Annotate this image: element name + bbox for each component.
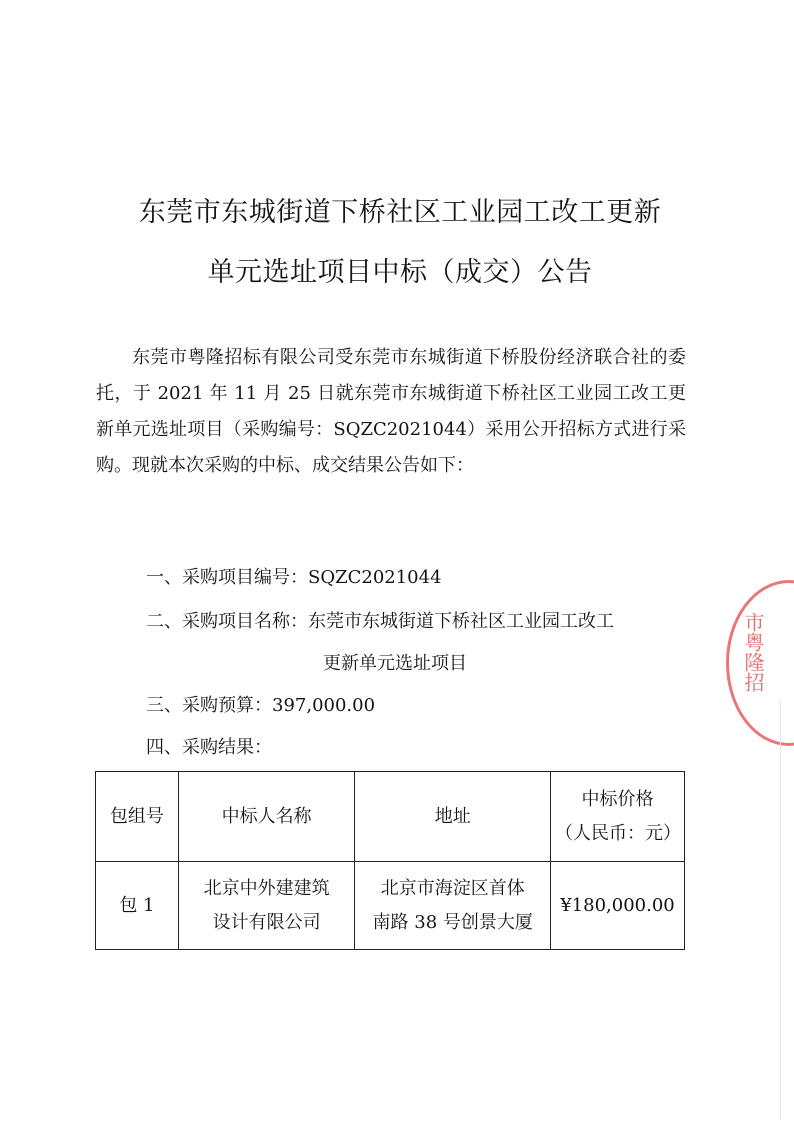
cell-address: [355, 862, 551, 950]
cell-winner: [178, 862, 355, 950]
header-price-line1: 中标价格: [581, 788, 654, 810]
item-project-name-continued: 更新单元选址项目: [323, 653, 467, 674]
title-line-1: 东莞市东城街道下桥社区工业园工改工更新: [138, 197, 662, 228]
item-result-heading: 四、采购结果：: [146, 737, 272, 758]
table-header-row: [96, 772, 685, 862]
item-project-number: 一、采购项目编号：SQZC2021044: [146, 567, 442, 588]
cell-package: 包 1: [96, 862, 179, 950]
header-winner: 中标人名称: [178, 772, 355, 862]
company-seal-text: 市粤隆招: [741, 612, 765, 692]
cell-winner-line2: 设计有限公司: [212, 911, 321, 933]
table-row: [96, 862, 685, 950]
header-address: 地址: [355, 772, 551, 862]
header-price-line2: （人民币：元）: [555, 822, 681, 844]
result-table: [95, 771, 685, 950]
cell-winner-line1: 北京中外建建筑: [203, 877, 330, 899]
cell-price: ¥180,000.00: [551, 862, 685, 950]
item-budget: 三、采购预算：397,000.00: [146, 695, 376, 716]
margin-line: [780, 700, 781, 1120]
title-line-2: 单元选址项目中标（成交）公告: [207, 257, 593, 288]
intro-paragraph: 东莞市粤隆招标有限公司受东莞市东城街道下桥股份经济联合社的委托，于 2021 年 11 月 25 日就东莞市东城街道下桥社区工业园工改工更新单元选址项目（采购编号：SQZC2021044）采用公开招标方式进行采购。现就本次采购的中标、成交结果公告如下：: [96, 347, 686, 476]
item-project-name: 二、采购项目名称：东莞市东城街道下桥社区工业园工改工: [146, 611, 614, 632]
cell-address-line1: 北京市海淀区首体: [380, 877, 525, 899]
cell-address-line2: 南路 38 号创景大厦: [372, 911, 533, 933]
header-price: [551, 772, 685, 862]
header-package: 包组号: [96, 772, 179, 862]
